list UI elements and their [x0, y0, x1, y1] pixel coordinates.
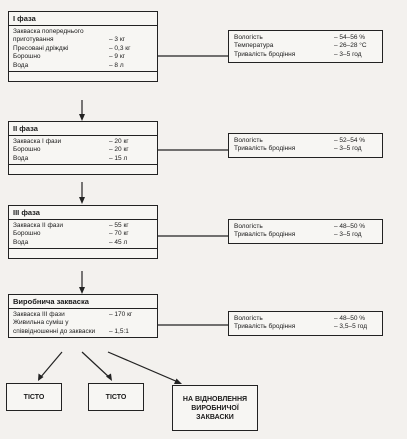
ingredient-amount: – 1,5:1 [109, 327, 129, 335]
condition-value: – 26–28 °С [334, 42, 367, 50]
condition-row [234, 145, 377, 153]
condition-name: Тривалість бродіння [234, 323, 296, 331]
phase-2-ingredients [9, 136, 157, 164]
phase-2-box [8, 121, 158, 175]
ingredient-amount: – 15 л [109, 154, 128, 162]
condition-value: – 52–54 % [334, 137, 366, 144]
phase-2-footer [9, 164, 157, 174]
condition-name: Тривалість бродіння [234, 231, 296, 239]
phase-3-box [8, 205, 158, 259]
ingredient-name: Борошно [13, 53, 41, 61]
ingredient-name: Закваска ІІІ фази [13, 311, 65, 318]
ingredient-name: Вода [13, 154, 29, 162]
arrow-to-output-3 [108, 352, 178, 382]
condition-name: Вологість [234, 315, 263, 322]
ingredient-row [13, 62, 153, 70]
condition-name: Вологість [234, 223, 263, 230]
ingredient-amount: – 0,3 кг [109, 44, 131, 52]
output-dough-1: ТІСТО [6, 383, 62, 411]
ingredient-amount: – 3 кг [109, 36, 126, 44]
condition-row [234, 51, 377, 59]
ingredient-row [13, 53, 153, 61]
ingredient-name: Пресовані дріжджі [13, 44, 69, 52]
ingredient-amount: – 20 кг [109, 146, 129, 154]
condition-row [234, 323, 377, 331]
phase-2-title: ІІ фаза [9, 122, 157, 136]
ingredient-name: Живильна суміш у співвідношенні до закваски [13, 319, 96, 335]
condition-value: – 3,5–5 год [334, 323, 367, 331]
phase-3-ingredients [9, 220, 157, 248]
ingredient-amount: – 55 кг [109, 222, 129, 229]
ingredient-amount: – 9 кг [109, 53, 126, 61]
arrow-to-output-1 [40, 352, 62, 378]
ingredient-name: Закваска І фази [13, 138, 62, 145]
output-dough-2: ТІСТО [88, 383, 144, 411]
condition-name: Вологість [234, 137, 263, 144]
ingredient-row [13, 45, 153, 53]
phase-4-ingredients [9, 309, 157, 337]
phase-1-footer [9, 71, 157, 81]
ingredient-row [13, 319, 153, 336]
ingredient-name: Вода [13, 61, 29, 69]
phase-4-box [8, 294, 158, 338]
ingredient-amount: – 70 кг [109, 230, 129, 238]
condition-name: Тривалість бродіння [234, 145, 296, 153]
arrow-to-output-2 [82, 352, 110, 378]
condition-value: – 3–5 год [334, 145, 362, 153]
ingredient-row [13, 28, 153, 45]
ingredient-name: Закваска попереднього приготування [13, 28, 84, 44]
condition-row [234, 231, 377, 239]
ingredient-row [13, 155, 153, 163]
condition-value: – 54–56 % [334, 34, 366, 41]
ingredient-name: Закваска ІІ фази [13, 222, 63, 229]
ingredient-name: Борошно [13, 230, 41, 238]
condition-value: – 48–50 % [334, 223, 366, 230]
condition-name: Вологість [234, 34, 263, 41]
condition-name: Тривалість бродіння [234, 50, 296, 58]
ingredient-amount: – 20 кг [109, 138, 129, 145]
ingredient-amount: – 170 кг [109, 311, 133, 318]
condition-value: – 3–5 год [334, 50, 362, 58]
condition-value: – 48–50 % [334, 315, 366, 322]
condition-name: Температура [234, 42, 274, 50]
condition-row [234, 42, 377, 50]
ingredient-row [13, 239, 153, 247]
phase-3-title: ІІІ фаза [9, 206, 157, 220]
phase-2-conditions [228, 133, 383, 158]
ingredient-row [13, 222, 153, 230]
ingredient-row [13, 146, 153, 154]
condition-value: – 3–5 год [334, 231, 362, 239]
phase-1-title: I фаза [9, 12, 157, 26]
phase-4-title: Виробнича закваска [9, 295, 157, 309]
phase-1-conditions [228, 30, 383, 63]
phase-1-box [8, 11, 158, 82]
ingredient-row [13, 230, 153, 238]
phase-1-ingredients [9, 26, 157, 71]
ingredient-amount: – 8 л [109, 61, 124, 69]
phase-4-conditions [228, 311, 383, 336]
ingredient-name: Борошно [13, 146, 41, 154]
ingredient-row [13, 138, 153, 146]
phase-3-footer [9, 248, 157, 258]
ingredient-name: Вода [13, 238, 29, 246]
phase-3-conditions [228, 219, 383, 244]
output-restore-starter: НА ВІДНОВЛЕННЯ ВИРОБНИЧОЇ ЗАКВАСКИ [172, 385, 258, 431]
ingredient-amount: – 45 л [109, 238, 128, 246]
